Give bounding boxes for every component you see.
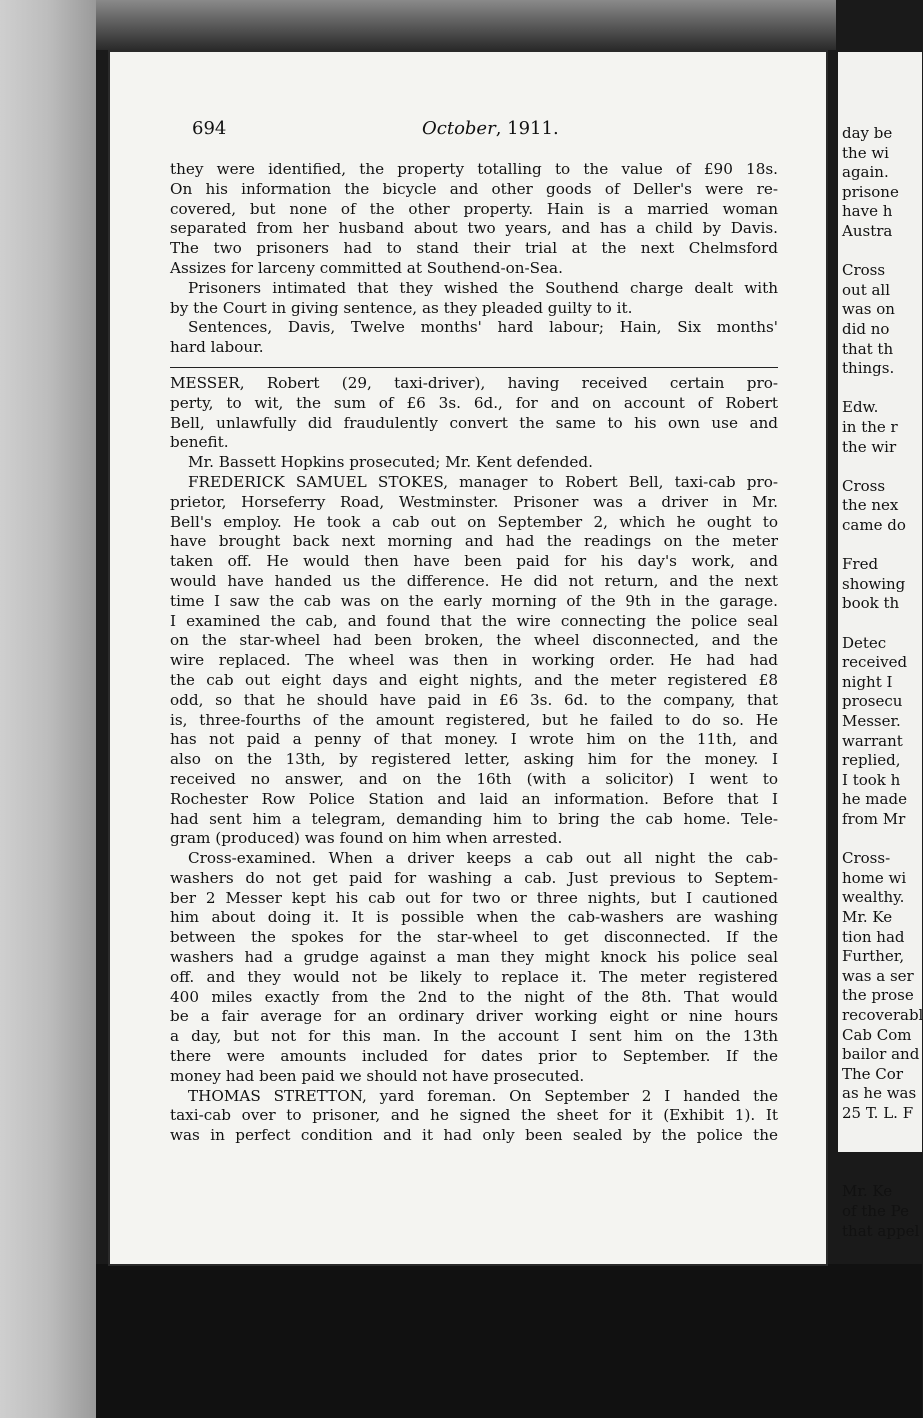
facing-page-line: bailor and: [842, 1045, 920, 1064]
text-line: the cab out eight days and eight nights, and the meter registered £8: [170, 670, 778, 689]
text-line: taxi-cab over to prisoner, and he signed the sheet for it (Exhibit 1). It: [170, 1106, 778, 1125]
text-line: wire replaced. The wheel was then in working order. He had had: [170, 651, 778, 670]
facing-page-line: of the Pe: [842, 1202, 909, 1220]
facing-page-line: showing: [842, 574, 906, 593]
text-line: The two prisoners had to stand their trial at the next Chelmsford: [170, 239, 778, 258]
text-line: received no answer, and on the 16th (with a solicitor) I went to: [170, 769, 778, 788]
text-line: perty, to wit, the sum of £6 3s. 6d., for and on account of Robert: [170, 393, 778, 412]
facing-page-line: he made: [842, 790, 907, 809]
text-line: odd, so that he should have paid in £6 3s. 6d. to the company, that: [170, 690, 778, 709]
text-line: I examined the cab, and found that the wire connecting the police seal: [170, 611, 778, 630]
text-line: separated from her husband about two years, and has a child by Davis.: [170, 219, 778, 238]
facing-page-line: again.: [842, 163, 889, 182]
facing-page-line: that th: [842, 339, 894, 358]
facing-page-line: prisone: [842, 182, 899, 201]
facing-page-line: Cross: [842, 476, 886, 495]
facing-page-line: things.: [842, 359, 895, 378]
facing-page-line: I took h: [842, 770, 901, 789]
facing-page-line: tion had: [842, 927, 905, 946]
text-line: Sentences, Davis, Twelve months' hard labour; Hain, Six months': [188, 318, 778, 337]
text-line: Prisoners intimated that they wished the Southend charge dealt with: [188, 278, 778, 297]
facing-page-line: 25 T. L. F: [842, 1104, 914, 1122]
text-line: time I saw the cab was on the early morning of the 9th in the garage.: [170, 591, 778, 610]
facing-page-line: the nex: [842, 496, 899, 515]
facing-page-line: Edw.: [842, 398, 879, 417]
text-line: prietor, Horseferry Road, Westminster. Prisoner was a driver in Mr.: [170, 492, 778, 511]
text-line: by the Court in giving sentence, as they pleaded guilty to it.: [170, 298, 633, 317]
text-line: gram (produced) was found on him when arrested.: [170, 829, 563, 848]
facing-page-line: was on: [842, 300, 895, 319]
page-body-text: [170, 160, 778, 1146]
text-line: ber 2 Messer kept his cab out for two or three nights, but I cautioned: [170, 888, 778, 907]
text-line: they were identified, the property totalling to the value of £90 18s.: [170, 160, 778, 178]
text-line: on the star-wheel had been broken, the wheel disconnected, and the: [170, 631, 778, 650]
text-line: is, three-fourths of the amount registered, but he failed to do so. He: [170, 710, 778, 729]
text-line: money had been paid we should not have prosecuted.: [170, 1066, 585, 1085]
text-line: be a fair average for an ordinary driver working eight or nine hours: [170, 1007, 778, 1026]
bottom-shadow-band: [96, 1264, 922, 1418]
text-line: taken off. He would then have been paid for his day's work, and: [170, 552, 778, 571]
facing-page-line: the wir: [842, 437, 897, 456]
text-line: Assizes for larceny committed at Southend-on-Sea.: [170, 258, 563, 277]
facing-page-line: Cab Com: [842, 1025, 912, 1044]
text-line: 400 miles exactly from the 2nd to the night of the 8th. That would: [170, 987, 778, 1006]
facing-page-line: The Cor: [842, 1064, 903, 1083]
facing-page-line: Messer.: [842, 712, 901, 730]
text-line: off. and they would not be likely to replace it. The meter registered: [170, 967, 778, 986]
book-page: [110, 52, 826, 1264]
text-line: covered, but none of the other property. Hain is a married woman: [170, 199, 778, 218]
text-line: was in perfect condition and it had only been sealed by the police the: [170, 1126, 778, 1145]
text-line: Bell, unlawfully did fraudulently convert the same to his own use and: [170, 413, 778, 432]
facing-page-line: home wi: [842, 868, 907, 887]
facing-page-line: Fred: [842, 555, 879, 574]
text-line: Rochester Row Police Station and laid an information. Before that I: [170, 789, 778, 808]
text-line: washers had a grudge against a man they might knock his police seal: [170, 948, 778, 967]
facing-page-line: Mr. Ke: [842, 908, 893, 926]
facing-page-line: warrant: [842, 731, 903, 750]
text-line: also on the 13th, by registered letter, asking him for the money. I: [170, 750, 778, 769]
facing-page-line: replied,: [842, 751, 901, 770]
facing-page-line: Cross-: [842, 849, 891, 868]
facing-page-line: came do: [842, 516, 906, 534]
text-line: between the spokes for the star-wheel to get disconnected. If the: [170, 928, 778, 947]
facing-page-line: day be: [842, 124, 893, 142]
text-line: him about doing it. It is possible when the cab-washers are washing: [170, 908, 778, 927]
text-line: MESSER, Robert (29, taxi-driver), having received certain pro-: [170, 373, 778, 392]
facing-page-line: Mr. Ke: [842, 1182, 893, 1201]
page-number: 694: [192, 118, 227, 139]
text-line: Mr. Bassett Hopkins prosecuted; Mr. Kent defended.: [188, 453, 593, 472]
facing-page-line: Further,: [842, 947, 905, 966]
facing-page-line: have h: [842, 202, 893, 221]
facing-page-line: night I: [842, 672, 893, 691]
heading-year: , 1911.: [495, 118, 559, 139]
facing-page-line: Cross: [842, 261, 886, 280]
facing-page-line: did no: [842, 320, 890, 338]
text-line: benefit.: [170, 433, 229, 452]
running-head: [110, 118, 826, 142]
top-shadow-band: [96, 0, 836, 50]
facing-page-line: as he was: [842, 1084, 917, 1103]
facing-page-line: recoverabl: [842, 1006, 923, 1024]
text-line: have brought back next morning and had the readings on the meter: [170, 532, 778, 551]
facing-page-line: the prose: [842, 986, 914, 1005]
text-line: Cross-examined. When a driver keeps a cab out all night the cab-: [188, 849, 778, 868]
facing-page-line: received: [842, 653, 908, 672]
facing-page-line: Austra: [842, 222, 893, 240]
facing-page-line: from Mr: [842, 810, 906, 828]
facing-page-line: book th: [842, 594, 900, 613]
text-line: there were amounts included for dates prior to September. If the: [170, 1047, 778, 1066]
text-line: FREDERICK SAMUEL STOKES, manager to Robert Bell, taxi-cab pro-: [188, 472, 778, 491]
facing-page-line: prosecu: [842, 692, 903, 711]
text-line: THOMAS STRETTON, yard foreman. On September 2 I handed the: [188, 1086, 778, 1105]
section-divider: [170, 367, 778, 368]
text-line: On his information the bicycle and other goods of Deller's were re-: [170, 179, 778, 198]
facing-page-line: wealthy.: [842, 888, 905, 907]
facing-page-line: was a ser: [842, 966, 914, 985]
text-line: would have handed us the difference. He did not return, and the next: [170, 571, 778, 590]
text-line: washers do not get paid for washing a cab. Just previous to Septem-: [170, 868, 778, 887]
facing-page-line: out all: [842, 280, 891, 299]
facing-page-line: Detec: [842, 633, 887, 652]
heading-month: October: [422, 118, 496, 139]
facing-page-line: that appel: [842, 1221, 920, 1240]
text-line: has not paid a penny of that money. I wrote him on the 11th, and: [170, 730, 778, 749]
facing-page-fragment: [838, 52, 923, 1240]
left-book-margin: [0, 0, 96, 1418]
text-line: had sent him a telegram, demanding him to bring the cab home. Tele-: [170, 809, 778, 828]
text-line: a day, but not for this man. In the account I sent him on the 13th: [170, 1027, 778, 1046]
facing-page-line: the wi: [842, 143, 889, 162]
text-line: hard labour.: [170, 338, 264, 357]
facing-page-line: in the r: [842, 418, 898, 436]
page-date-heading: [422, 118, 559, 139]
text-line: Bell's employ. He took a cab out on September 2, which he ought to: [170, 512, 778, 531]
